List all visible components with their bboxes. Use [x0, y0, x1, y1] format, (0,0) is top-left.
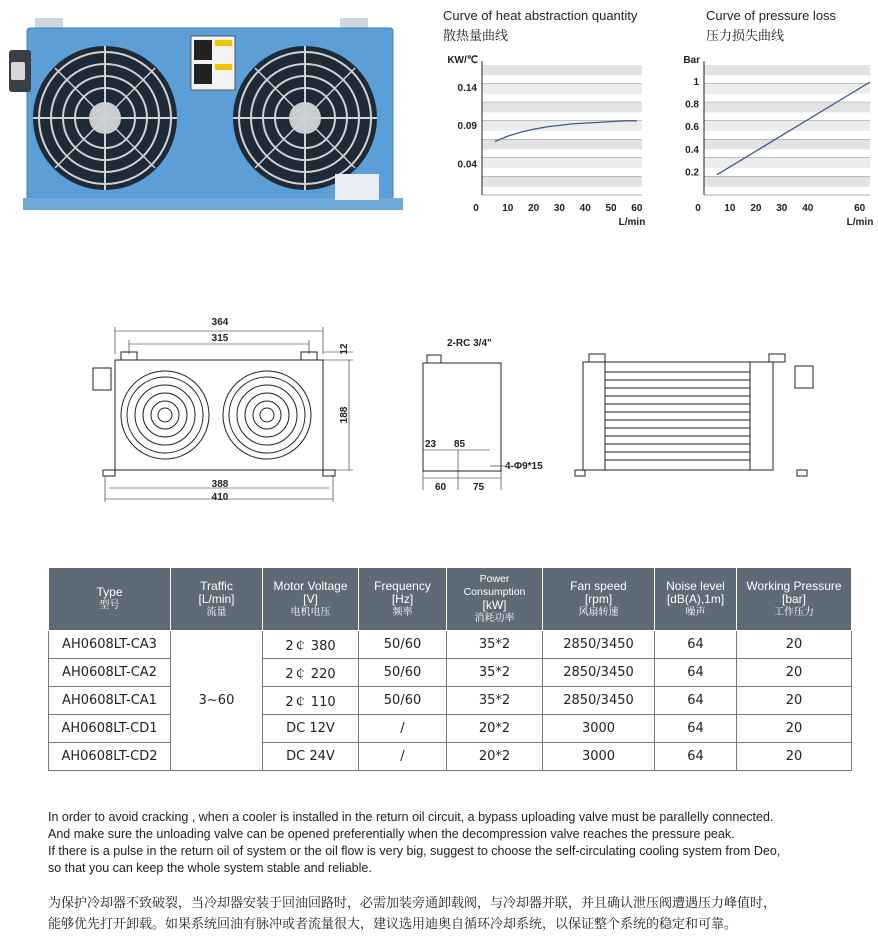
grid-band	[704, 65, 870, 75]
x-tick-label: 60	[854, 203, 866, 214]
cell-power: 35*2	[447, 631, 543, 659]
cell-type: AH0608LT-CA1	[49, 687, 171, 715]
cell-speed: 2850/3450	[543, 631, 655, 659]
y-tick-label: 0.14	[457, 82, 477, 94]
table-row	[49, 631, 852, 659]
header-traffic: Traffic [L/min] 流量	[171, 568, 263, 631]
product-photo	[5, 14, 415, 214]
x-tick-label: 40	[802, 203, 814, 214]
cell-pressure: 20	[737, 715, 852, 743]
dim-75: 75	[473, 482, 485, 493]
cell-voltage: 2￠ 220	[263, 659, 359, 687]
note-en-line: so that you can keep the whole system stable and reliable.	[48, 861, 372, 875]
note-en-line: And make sure the unloading valve can be opened preferentially when the decompression valve reaches the pressure peak.	[48, 827, 735, 841]
cell-freq: 50/60	[359, 687, 447, 715]
back-view	[575, 354, 813, 476]
port-label: 2-RC 3/4"	[447, 338, 492, 349]
header-noise: Noise level [dB(A),1m] 噪声	[655, 568, 737, 631]
dim-315: 315	[211, 333, 229, 344]
chinese-note	[48, 892, 868, 934]
pressure-chart-title-cn: 压力损失曲线	[706, 28, 785, 43]
cell-pressure: 20	[737, 743, 852, 771]
cell-power: 35*2	[447, 687, 543, 715]
header-pressure: Working Pressure [bar] 工作压力	[737, 568, 852, 631]
x-tick-label: 0	[473, 203, 479, 214]
pressure-chart-title-en: Curve of pressure loss	[706, 8, 837, 23]
dim-410: 410	[211, 492, 229, 503]
cell-noise: 64	[655, 631, 737, 659]
cell-type: AH0608LT-CA3	[49, 631, 171, 659]
x-tick-label: 20	[750, 203, 762, 214]
grid-band	[482, 102, 642, 112]
nameplate	[335, 174, 379, 200]
cell-pressure: 20	[737, 631, 852, 659]
grid-band	[482, 121, 642, 131]
header-type: Type 型号	[49, 568, 171, 631]
holes-label: 4-Φ9*15	[505, 461, 543, 472]
cell-speed: 2850/3450	[543, 687, 655, 715]
grid-band	[482, 139, 642, 149]
dim-188: 188	[339, 406, 350, 424]
y-axis-label: Bar	[683, 55, 700, 66]
y-tick-label: 0.04	[457, 159, 477, 171]
grid-band	[482, 176, 642, 186]
dim-60: 60	[435, 482, 447, 493]
x-tick-label: 40	[579, 203, 591, 214]
cell-speed: 3000	[543, 743, 655, 771]
warning-label-icon	[191, 36, 235, 90]
table-row	[49, 743, 852, 771]
heat-chart-title-cn: 散热量曲线	[443, 28, 509, 43]
cell-noise: 64	[655, 687, 737, 715]
x-tick-label: 10	[724, 203, 736, 214]
cell-voltage: 2￠ 110	[263, 687, 359, 715]
cell-power: 20*2	[447, 743, 543, 771]
cell-type: AH0608LT-CD2	[49, 743, 171, 771]
grid-band	[704, 158, 870, 168]
x-tick-label: 30	[776, 203, 788, 214]
x-tick-label: 30	[553, 203, 565, 214]
y-tick-label: 0.8	[685, 99, 699, 111]
english-note	[48, 809, 868, 877]
table-row	[49, 715, 852, 743]
y-tick-label: 0.2	[685, 167, 699, 179]
y-tick-label: 1	[693, 76, 699, 88]
cell-type: AH0608LT-CA2	[49, 659, 171, 687]
cell-power: 35*2	[447, 659, 543, 687]
x-axis-label: L/min	[618, 217, 646, 228]
table-header-row	[49, 568, 852, 631]
x-axis-label: L/min	[846, 217, 874, 228]
pressure-loss-chart	[678, 55, 878, 240]
note-en-line: In order to avoid cracking , when a cooler is installed in the return oil circuit, a bypass uploading valve must be parallelly connected.	[48, 810, 774, 824]
cell-freq: /	[359, 743, 447, 771]
grid-band	[482, 158, 642, 168]
cell-noise: 64	[655, 659, 737, 687]
fan-right-icon	[233, 46, 377, 190]
cell-pressure: 20	[737, 687, 852, 715]
x-tick-label: 0	[695, 203, 701, 214]
front-view	[93, 327, 353, 502]
cell-freq: /	[359, 715, 447, 743]
x-tick-label: 20	[528, 203, 540, 214]
x-tick-label: 10	[502, 203, 514, 214]
cell-speed: 3000	[543, 715, 655, 743]
technical-drawing	[85, 310, 845, 510]
grid-band	[482, 84, 642, 94]
table-row	[49, 659, 852, 687]
cell-noise: 64	[655, 743, 737, 771]
cell-voltage: DC 12V	[263, 715, 359, 743]
y-tick-label: 0.09	[457, 121, 477, 133]
spec-table	[48, 567, 852, 771]
fan-left-icon	[33, 46, 177, 190]
cell-freq: 50/60	[359, 659, 447, 687]
dim-364: 364	[211, 317, 229, 328]
header-power: Power Consumption [kW] 消耗功率	[447, 568, 543, 631]
note-cn-line: 为保护冷却器不致破裂，当冷却器安装于回油回路时，必需加装旁通卸载阀，与冷却器并联，并且确认泄压阀遭遇压力峰值时，	[48, 895, 777, 910]
header-voltage: Motor Voltage [V] 电机电压	[263, 568, 359, 631]
x-tick-label: 50	[605, 203, 617, 214]
y-tick-label: 0.4	[685, 144, 699, 156]
cell-type: AH0608LT-CD1	[49, 715, 171, 743]
cell-voltage: 2￠ 380	[263, 631, 359, 659]
x-tick-label: 60	[631, 203, 643, 214]
note-cn-line: 能够优先打开卸载。如果系统回油有脉冲或者流量很大，建议选用迪奥自循环冷却系统，以保证整个系统的稳定和可靠。	[48, 916, 738, 931]
y-axis-label: KW/℃	[447, 55, 478, 66]
note-en-line: If there is a pulse in the return oil of system or the oil flow is very big, suggest to choose the self-circulating cooling system from Deo,	[48, 844, 781, 858]
dim-85: 85	[454, 439, 466, 450]
cell-voltage: DC 24V	[263, 743, 359, 771]
cell-noise: 64	[655, 715, 737, 743]
cell-traffic: 3~60	[171, 631, 263, 771]
dim-23: 23	[425, 439, 437, 450]
heat-chart-title-en: Curve of heat abstraction quantity	[443, 8, 638, 23]
grid-band	[704, 84, 870, 94]
grid-band	[704, 102, 870, 112]
cell-power: 20*2	[447, 715, 543, 743]
table-row	[49, 687, 852, 715]
y-tick-label: 0.6	[685, 122, 699, 134]
grid-band	[704, 176, 870, 186]
dim-12: 12	[339, 343, 350, 355]
cell-freq: 50/60	[359, 631, 447, 659]
grid-band	[704, 121, 870, 131]
cell-pressure: 20	[737, 659, 852, 687]
header-fan-speed: Fan speed [rpm] 风扇转速	[543, 568, 655, 631]
grid-band	[704, 139, 870, 149]
side-view	[423, 355, 505, 490]
dim-388: 388	[211, 479, 229, 490]
cell-speed: 2850/3450	[543, 659, 655, 687]
header-frequency: Frequency [Hz] 频率	[359, 568, 447, 631]
heat-abstraction-chart	[440, 55, 655, 240]
grid-band	[482, 65, 642, 75]
